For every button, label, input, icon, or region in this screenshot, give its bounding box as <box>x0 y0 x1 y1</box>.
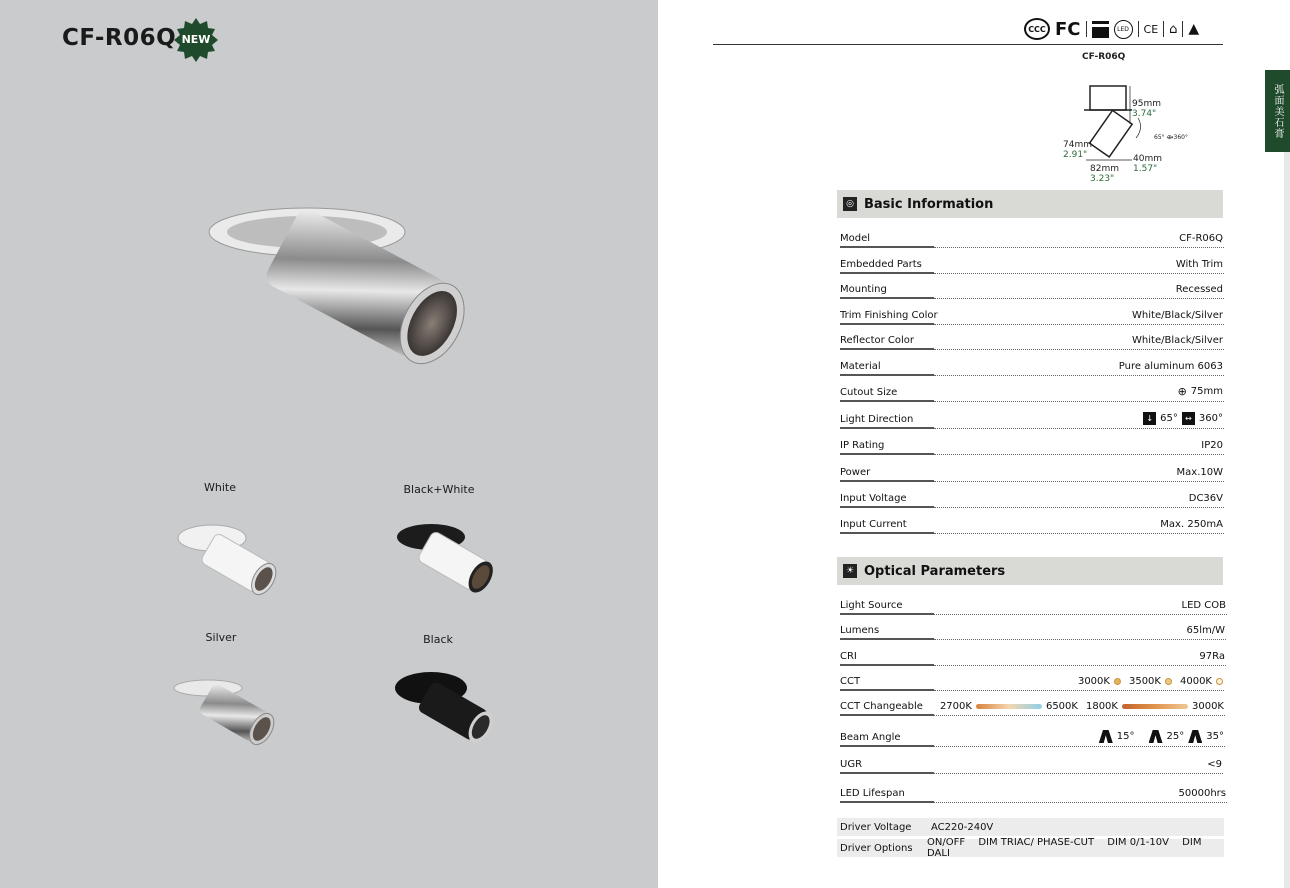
spec-row-embedded: Embedded Parts With Trim <box>840 252 1224 274</box>
divider <box>1163 21 1164 37</box>
spec-row-reflector: Reflector Color White/Black/Silver <box>840 328 1224 350</box>
certification-row <box>1024 17 1199 41</box>
ccc-icon: CCC <box>1024 18 1050 40</box>
spec-row-cutout: Cutout Size ⊕ 75mm <box>840 380 1224 402</box>
main-product-image <box>205 200 485 370</box>
spec-row-power: Power Max.10W <box>840 460 1224 482</box>
energy-icon <box>1092 21 1109 38</box>
cct-tunable-bar <box>976 704 1042 709</box>
variant-label-white: White <box>204 481 236 494</box>
variant-label-silver: Silver <box>205 631 237 644</box>
home-use-icon: ⌂ <box>1169 21 1178 37</box>
basic-info-header <box>837 190 1223 218</box>
spec-row-cct-changeable: CCT Changeable 2700K 6500K 1800K 3000K <box>840 694 1225 716</box>
spec-row-model: Model CF-R06Q <box>840 226 1224 248</box>
driver-option: DIM 0/1-10V <box>1107 837 1169 848</box>
optical-header <box>837 557 1223 585</box>
spec-row-material: Material Pure aluminum 6063 <box>840 354 1224 376</box>
beam-15-icon <box>1099 730 1113 743</box>
cct-3500-swatch <box>1165 678 1172 685</box>
new-badge-text: NEW <box>181 33 211 46</box>
optical-title: Optical Parameters <box>864 563 1006 579</box>
diagram-model-label: CF-R06Q <box>1082 52 1126 62</box>
spec-row-direction: Light Direction ↓ 65° ↔ 360° <box>840 407 1224 429</box>
spec-row-lumens: Lumens 65lm/W <box>840 618 1226 640</box>
spec-row-trim-color: Trim Finishing Color White/Black/Silver <box>840 303 1224 325</box>
spec-row-mounting: Mounting Recessed <box>840 277 1224 299</box>
spec-row-cct: CCT 3000K 3500K 4000K <box>840 669 1224 691</box>
spec-row-ip: IP Rating IP20 <box>840 433 1224 455</box>
beam-35-icon <box>1188 730 1202 743</box>
ce-icon: CE <box>1143 22 1159 36</box>
rotate-icon: ↔ <box>1182 412 1195 425</box>
dimension-height: 95mm 3.74" <box>1132 99 1161 119</box>
spec-row-light-source: Light Source LED COB <box>840 593 1227 615</box>
divider <box>1086 21 1087 37</box>
page-edge-scrollbar[interactable] <box>1284 152 1290 888</box>
variant-label-black: Black <box>423 633 453 646</box>
dimension-bottom: 82mm 3.23" <box>1090 164 1119 184</box>
led-icon: LED <box>1114 20 1133 39</box>
divider <box>1182 21 1183 37</box>
fc-icon: FC <box>1055 18 1081 40</box>
cutout-icon: ⊕ <box>1177 385 1187 398</box>
driver-option: DIM TRIAC/ PHASE-CUT <box>978 837 1095 848</box>
variant-label-black-white: Black+White <box>403 483 475 496</box>
info-icon: ◎ <box>843 197 857 211</box>
variant-image-black <box>393 666 497 746</box>
sun-icon: ☀ <box>843 564 857 578</box>
dimension-angles: 65° ⟴360° <box>1154 134 1188 141</box>
variant-image-white <box>176 518 280 598</box>
cct-3000-swatch <box>1114 678 1121 685</box>
beam-25-icon <box>1149 730 1163 743</box>
spec-row-current: Input Current Max. 250mA <box>840 512 1224 534</box>
new-badge <box>172 16 220 64</box>
spec-row-beam: Beam Angle 15° 25° 35° <box>840 725 1225 747</box>
tilt-icon: ↓ <box>1143 412 1156 425</box>
dimension-left: 74mm 2.91" <box>1063 140 1092 160</box>
spec-row-voltage: Input Voltage DC36V <box>840 486 1224 508</box>
spec-row-cri: CRI 97Ra <box>840 644 1226 666</box>
driver-option: DIM DALI <box>927 837 1202 859</box>
spec-row-ugr: UGR <9 <box>840 752 1223 774</box>
variant-image-silver <box>172 668 282 748</box>
spec-row-lifespan: LED Lifespan 50000hrs <box>840 781 1227 803</box>
driver-voltage-row: Driver Voltage AC220-240V <box>837 818 1224 836</box>
divider <box>1138 21 1139 37</box>
basic-info-title: Basic Information <box>864 196 994 212</box>
driver-options-row: Driver Options ON/OFF DIM TRIAC/ PHASE-CUT DIM 0/1-10V DIM DALI <box>837 839 1224 857</box>
header-rule <box>713 44 1223 45</box>
fire-rated-icon: ▲ <box>1188 21 1200 37</box>
side-tab[interactable]: 弧面美石膏 <box>1265 70 1290 152</box>
cct-4000-swatch <box>1216 678 1223 685</box>
dimension-diameter: 40mm 1.57" <box>1133 154 1162 174</box>
variant-image-black-white <box>393 516 497 596</box>
model-title: CF-R06Q <box>62 25 177 51</box>
cct-dim-to-warm-bar <box>1122 704 1188 709</box>
driver-option: ON/OFF <box>927 837 966 848</box>
